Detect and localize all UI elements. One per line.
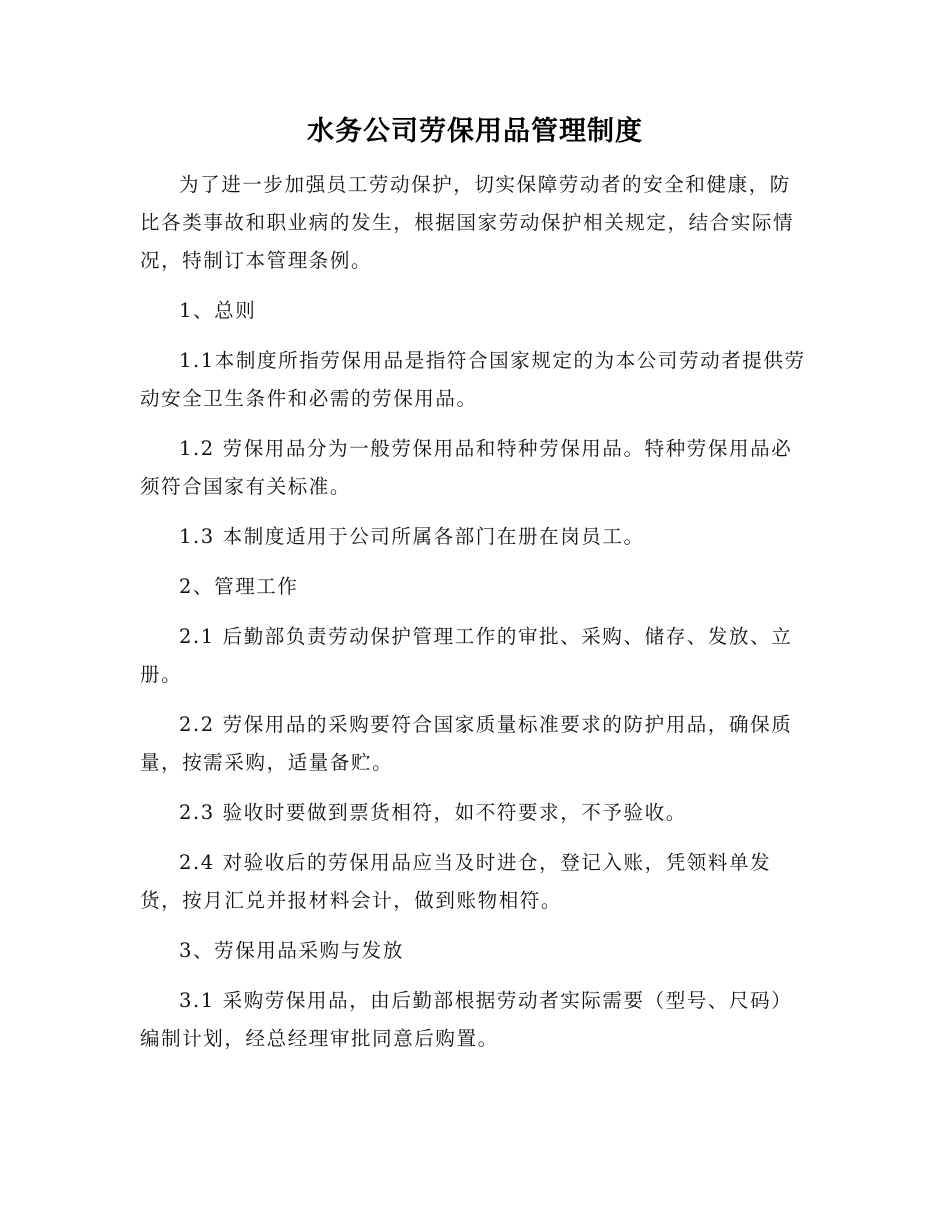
intro-paragraph: 为了进一步加强员工劳动保护，切实保障劳动者的安全和健康，防比各类事故和职业病的发生，根据国家劳动保护相关规定，结合实际情况，特制订本管理条例。 (140, 173, 795, 272)
paragraph-1-1: 1.1本制度所指劳保用品是指符合国家规定的为本公司劳动者提供劳动安全卫生条件和必需的劳保用品。 (140, 349, 806, 410)
paragraph-2-2: 2.2 劳保用品的采购要符合国家质量标准要求的防护用品，确保质量，按需采购，适量备贮。 (140, 713, 793, 774)
document-title: 水务公司劳保用品管理制度 (307, 116, 643, 147)
paragraph-1-3: 1.3 本制度适用于公司所属各部门在册在岗员工。 (179, 525, 645, 548)
document-body (140, 166, 810, 1070)
paragraph-2-1: 2.1 后勤部负责劳动保护管理工作的审批、采购、储存、发放、立册。 (140, 625, 793, 686)
paragraph-2-3: 2.3 验收时要做到票货相符，如不符要求，不予验收。 (179, 801, 687, 824)
paragraph-2-4: 2.4 对验收后的劳保用品应当及时进仓，登记入账，凭领料单发货，按月汇兑并报材料会计，做到账物相符。 (140, 851, 772, 912)
paragraph-1-2: 1.2 劳保用品分为一般劳保用品和特种劳保用品。特种劳保用品必须符合国家有关标准。 (140, 437, 793, 498)
paragraph-3-1: 3.1 采购劳保用品，由后勤部根据劳动者实际需要（型号、尺码）编制计划，经总经理审批同意后购置。 (140, 989, 793, 1050)
section-heading-management: 2、管理工作 (179, 575, 299, 598)
section-heading-procurement: 3、劳保用品采购与发放 (179, 939, 405, 962)
section-heading-general: 1、总则 (179, 299, 257, 322)
